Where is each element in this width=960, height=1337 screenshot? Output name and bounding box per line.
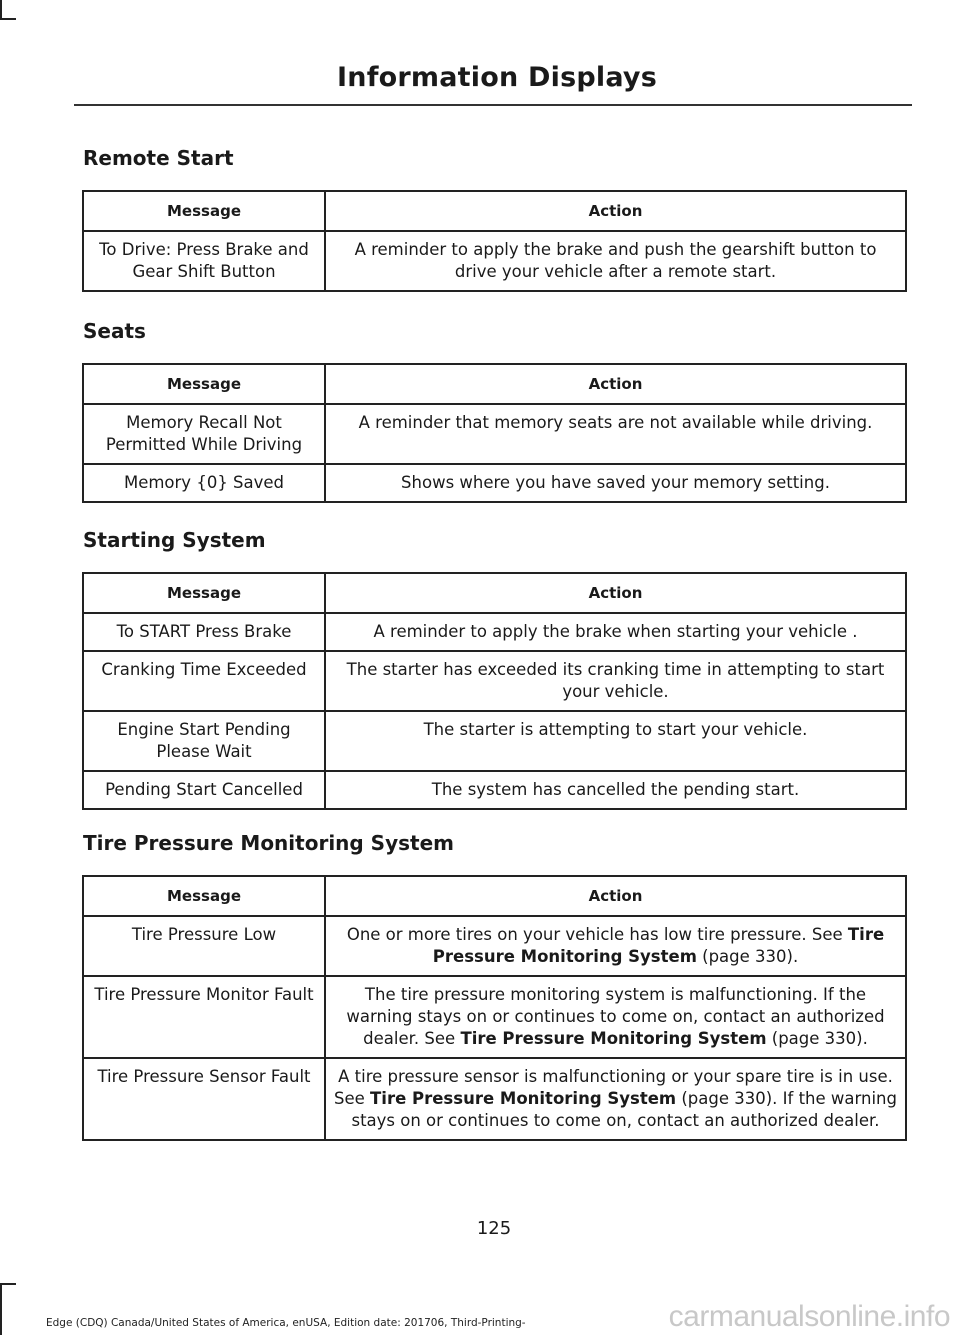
action-text: Shows where you have saved your memory setting. bbox=[401, 473, 830, 492]
table-row bbox=[83, 464, 906, 502]
action-text: The system has cancelled the pending start. bbox=[431, 780, 800, 799]
table-row bbox=[83, 1058, 906, 1140]
message-table bbox=[82, 572, 907, 810]
table-row bbox=[83, 404, 906, 464]
section-title: Starting System bbox=[83, 528, 266, 552]
message-cell: Pending Start Cancelled bbox=[83, 771, 325, 809]
action-text: A reminder that memory seats are not available while driving. bbox=[358, 413, 873, 432]
action-text: (page 330). bbox=[766, 1029, 868, 1048]
cross-reference-link: Tire Pressure Monitoring System bbox=[370, 1089, 677, 1108]
column-header-message: Message bbox=[83, 876, 325, 916]
action-text: One or more tires on your vehicle has low tire pressure. See bbox=[346, 925, 848, 944]
action-cell bbox=[325, 711, 906, 771]
crop-mark bbox=[0, 1285, 2, 1335]
column-header-message: Message bbox=[83, 191, 325, 231]
header-divider bbox=[74, 104, 912, 106]
action-cell bbox=[325, 613, 906, 651]
action-cell bbox=[325, 464, 906, 502]
action-text: A reminder to apply the brake and push the gearshift button to drive your vehicle after a remote start. bbox=[354, 240, 877, 281]
message-cell: Cranking Time Exceeded bbox=[83, 651, 325, 711]
footer-edition-text: Edge (CDQ) Canada/United States of America, enUSA, Edition date: 201706, Third-Printing- bbox=[46, 1317, 526, 1329]
column-header-action: Action bbox=[325, 876, 906, 916]
watermark: carmanualsonline.info bbox=[668, 1300, 950, 1333]
cross-reference-link: Tire Pressure Monitoring System bbox=[432, 925, 885, 966]
action-cell bbox=[325, 771, 906, 809]
message-cell: To Drive: Press Brake and Gear Shift Button bbox=[83, 231, 325, 291]
section-title: Seats bbox=[83, 319, 146, 343]
message-cell: Tire Pressure Low bbox=[83, 916, 325, 976]
crop-mark bbox=[0, 0, 2, 18]
action-cell bbox=[325, 231, 906, 291]
table-row bbox=[83, 711, 906, 771]
message-cell: Memory {0} Saved bbox=[83, 464, 325, 502]
action-text: The tire pressure monitoring system is malfunctioning. If the warning stays on or continues to come on, contact an authorized dealer. See bbox=[346, 985, 885, 1048]
table-row bbox=[83, 976, 906, 1058]
table-row bbox=[83, 916, 906, 976]
table-row bbox=[83, 613, 906, 651]
action-cell bbox=[325, 1058, 906, 1140]
cross-reference-link: Tire Pressure Monitoring System bbox=[460, 1029, 767, 1048]
message-table bbox=[82, 363, 907, 503]
table-row bbox=[83, 771, 906, 809]
action-cell bbox=[325, 976, 906, 1058]
crop-mark bbox=[0, 18, 16, 20]
action-text: The starter is attempting to start your vehicle. bbox=[423, 720, 808, 739]
message-cell: To START Press Brake bbox=[83, 613, 325, 651]
action-text: (page 330). If the warning stays on or continues to come on, contact an authorized dealer. bbox=[351, 1089, 897, 1130]
action-text: (page 330). bbox=[696, 947, 799, 966]
table-header-row bbox=[83, 191, 906, 231]
crop-mark bbox=[0, 1283, 16, 1285]
table-header-row bbox=[83, 573, 906, 613]
column-header-action: Action bbox=[325, 364, 906, 404]
message-cell: Tire Pressure Monitor Fault bbox=[83, 976, 325, 1058]
column-header-action: Action bbox=[325, 573, 906, 613]
action-cell bbox=[325, 916, 906, 976]
section-title: Remote Start bbox=[83, 146, 234, 170]
message-cell: Engine Start Pending Please Wait bbox=[83, 711, 325, 771]
page-number: 125 bbox=[476, 1218, 512, 1239]
action-text: A reminder to apply the brake when starting your vehicle . bbox=[373, 622, 858, 641]
table-header-row bbox=[83, 364, 906, 404]
column-header-message: Message bbox=[83, 364, 325, 404]
table-header-row bbox=[83, 876, 906, 916]
table-row bbox=[83, 231, 906, 291]
action-cell bbox=[325, 404, 906, 464]
page-title: Information Displays bbox=[337, 62, 657, 93]
column-header-action: Action bbox=[325, 191, 906, 231]
message-cell: Memory Recall Not Permitted While Driving bbox=[83, 404, 325, 464]
message-table bbox=[82, 875, 907, 1141]
message-table bbox=[82, 190, 907, 292]
message-cell: Tire Pressure Sensor Fault bbox=[83, 1058, 325, 1140]
action-cell bbox=[325, 651, 906, 711]
action-text: A tire pressure sensor is malfunctioning or your spare tire is in use. See bbox=[334, 1067, 893, 1108]
action-text: The starter has exceeded its cranking time in attempting to start your vehicle. bbox=[346, 660, 885, 701]
table-row bbox=[83, 651, 906, 711]
column-header-message: Message bbox=[83, 573, 325, 613]
section-title: Tire Pressure Monitoring System bbox=[83, 831, 454, 855]
